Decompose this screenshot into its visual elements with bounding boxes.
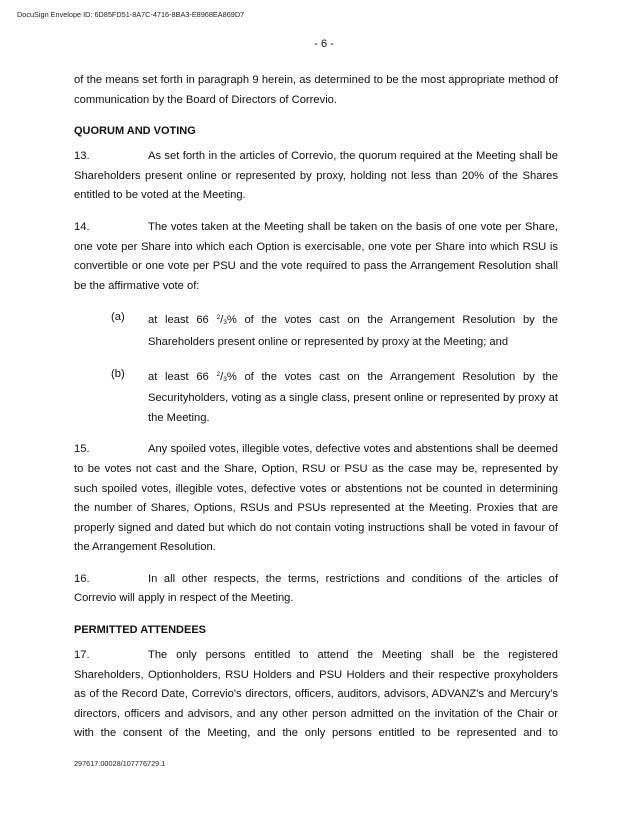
document-body [74,71,558,744]
docusign-envelope-id: DocuSign Envelope ID: 6D85FD51-8A7C-4716-8BA3-E8968EA869D7 [17,10,245,19]
sub-item-b [74,365,558,429]
sub-item-text: at least 66 [148,314,217,327]
paragraph-text: Any spoiled votes, illegible votes, defective votes and abstentions shall be deemed to be votes not cast and the Share, Option, RSU or PSU as the case may be, represented by such spoiled votes, illegible votes, defective votes or abstentions not be counted in determining the number of Shares, Options, RSUs and PSUs represented at the Meeting. Proxies that are properly signed and dated but which do not contain voting instructions shall be voted in favour of the Arrangement Resolution. [74,443,558,554]
paragraph-number: 13. [74,150,90,163]
paragraph-number: 14. [74,220,90,233]
paragraph-number: 15. [74,443,90,456]
page-number: - 6 - [314,38,334,50]
fraction-numerator: 2 [216,370,221,378]
intro-paragraph: of the means set forth in paragraph 9 herein, as determined to be the most appropriate method of communication by the Board of Directors of Correvio. [74,74,558,106]
paragraph-14 [74,218,558,296]
sub-item-text: % of the votes cast on the Arrangement Resolution by the Securityholders, voting as a single class, present online or represented by proxy at the Meeting. [148,370,558,424]
sub-item-text: at least 66 [148,370,217,383]
paragraph-15 [74,440,558,558]
sub-item-label: (b) [111,367,125,380]
section-heading-attendees: PERMITTED ATTENDEES [74,624,207,637]
paragraph-13 [74,147,558,206]
paragraph-number: 16. [74,572,90,585]
fraction-slash: / [220,370,224,383]
paragraph-text: As set forth in the articles of Correvio, the quorum required at the Meeting shall be Shareholders present online or represented by proxy, holding not less than 20% of the Shares entitled to be voted at the Meeting. [74,150,558,202]
paragraph-16 [74,570,558,609]
paragraph-number: 17. [74,649,90,662]
sub-item-a [74,308,558,352]
sub-item-text: % of the votes cast on the Arrangement Resolution by the Shareholders present online or represented by proxy at the Meeting; and [148,314,558,348]
fraction-denominator: 3 [223,319,227,327]
section-heading-quorum: QUORUM AND VOTING [74,125,196,138]
sub-item-label: (a) [111,311,125,324]
paragraph-17 [74,646,558,744]
paragraph-text: In all other respects, the terms, restrictions and conditions of the articles of Correvio will apply in respect of the Meeting. [74,572,558,605]
paragraph-text: The only persons entitled to attend the Meeting shall be the registered Shareholders, Optionholders, RSU Holders and PSU Holders and their respective proxyholders as of the Record Date, Correvio's directors, officers, auditors, advisors, ADVANZ's and Mercury's directors, officers and advisors, and any other person admitted on the invitation of the Chair or with the consent of the Meeting, and the only persons entitled to be represented and to [74,649,558,740]
fraction-slash: / [220,314,224,327]
fraction-denominator: 3 [223,375,227,383]
page-number-container [0,38,632,50]
paragraph-text: The votes taken at the Meeting shall be taken on the basis of one vote per Share, one vote per Share into which each Option is exercisable, one vote per Share into which RSU is convertible or one vote per PSU and the vote required to pass the Arrangement Resolution shall be the affirmative vote of: [74,220,558,292]
footer-document-id: 297617.00028/107776729.1 [74,759,166,768]
fraction-numerator: 2 [216,314,221,322]
